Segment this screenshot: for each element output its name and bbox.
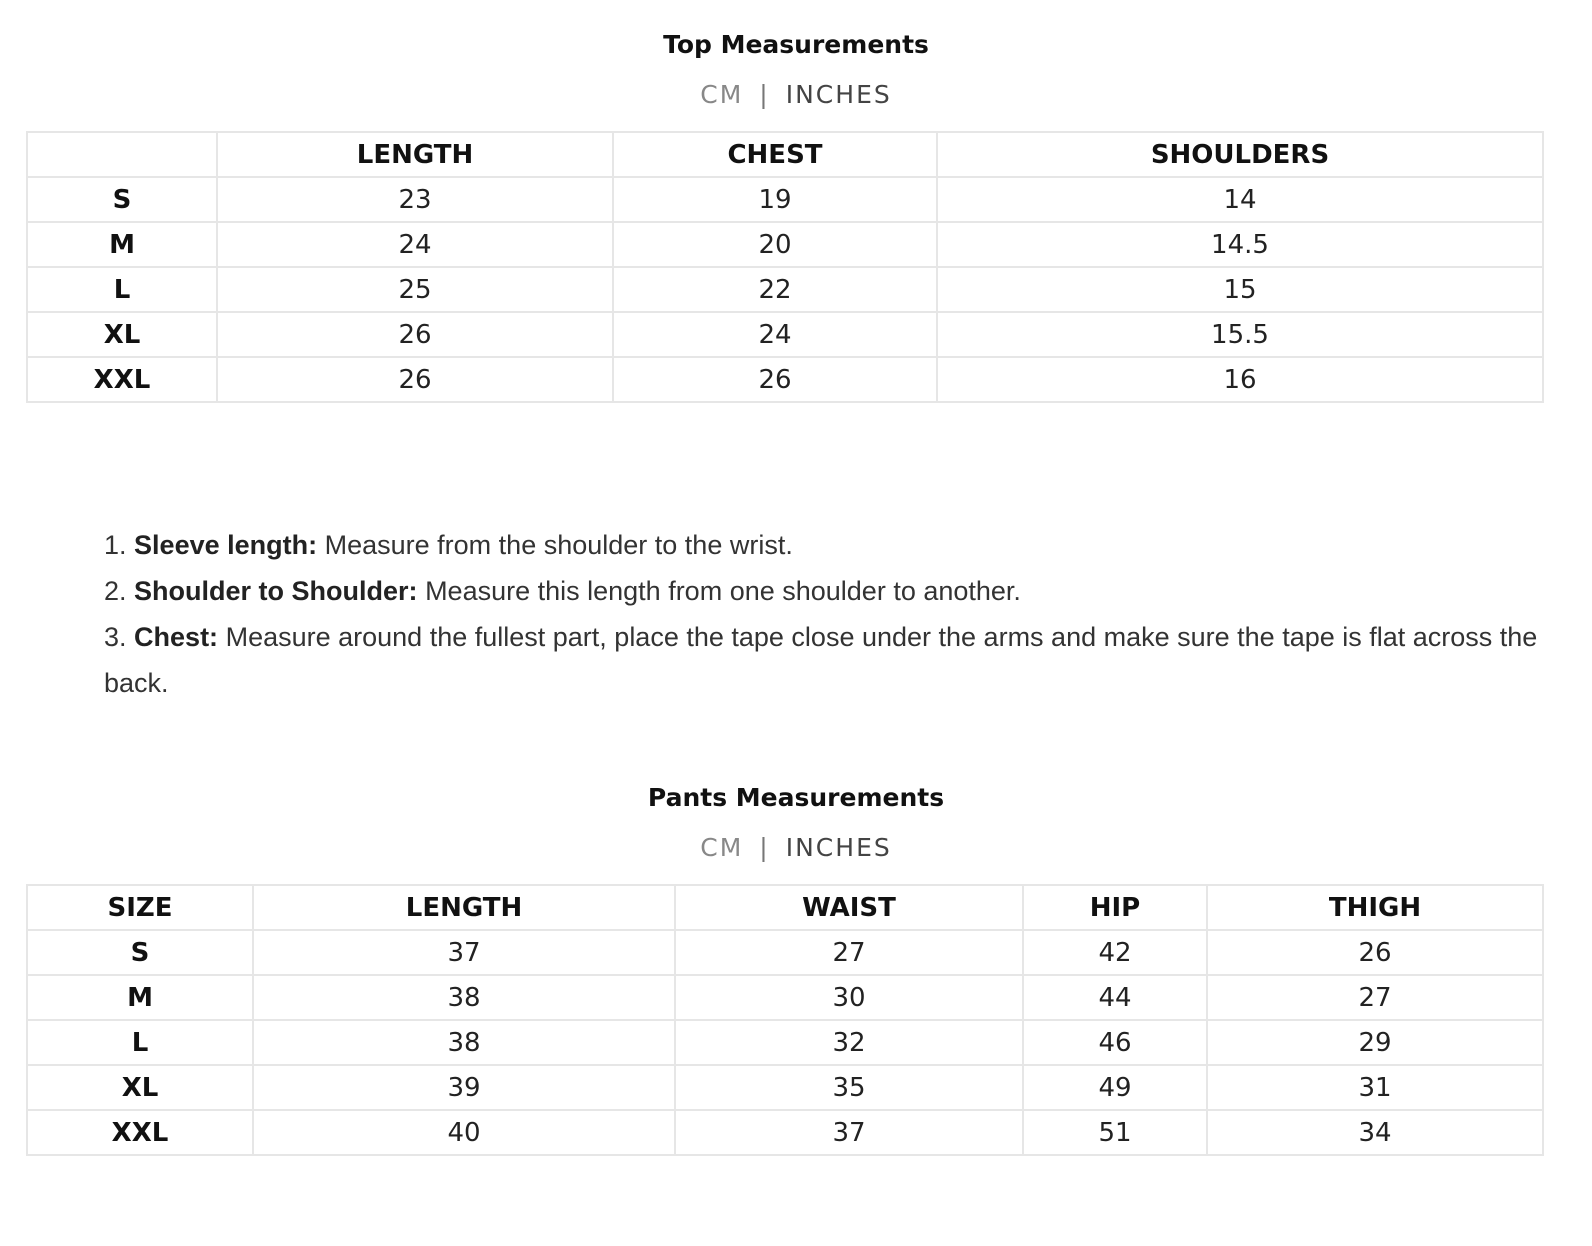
chest-value: 20 [613,222,937,267]
table-row [27,1110,1543,1155]
header-cell-size [27,132,217,177]
size-label: S [27,930,253,975]
size-label: XXL [27,1110,253,1155]
hip-value: 46 [1023,1020,1207,1065]
thigh-value: 34 [1207,1110,1543,1155]
size-label: L [27,267,217,312]
instruction-number: 3. [104,622,127,652]
pants-unit-cm[interactable]: CM [700,833,744,862]
pants-unit-inches[interactable]: INCHES [785,833,892,862]
instruction-label: Chest: [134,622,219,652]
instruction-text: Measure from the shoulder to the wrist. [324,530,793,560]
chest-value: 24 [613,312,937,357]
length-value: 38 [253,975,675,1020]
chest-value: 19 [613,177,937,222]
waist-value: 27 [675,930,1023,975]
size-label: S [27,177,217,222]
hip-value: 51 [1023,1110,1207,1155]
size-label: L [27,1020,253,1065]
length-value: 38 [253,1020,675,1065]
instruction-number: 2. [104,576,127,606]
pants-measurements-title: Pants Measurements [647,783,945,812]
header-cell-length: LENGTH [253,885,675,930]
size-label: M [27,222,217,267]
length-value: 40 [253,1110,675,1155]
top-measurements-table [26,131,1544,403]
instruction-label: Shoulder to Shoulder: [134,576,418,606]
pants-unit-toggle [0,833,1592,862]
table-header-row [27,132,1543,177]
top-unit-toggle [0,80,1592,109]
instruction-text: Measure this length from one shoulder to another. [425,576,1021,606]
hip-value: 44 [1023,975,1207,1020]
table-row [27,312,1543,357]
table-row [27,975,1543,1020]
instruction-item [104,614,1544,706]
hip-value: 49 [1023,1065,1207,1110]
header-cell-size: SIZE [27,885,253,930]
size-label: XL [27,312,217,357]
table-row [27,1020,1543,1065]
shoulders-value: 15 [937,267,1543,312]
waist-value: 32 [675,1020,1023,1065]
table-row [27,1065,1543,1110]
hip-value: 42 [1023,930,1207,975]
length-value: 39 [253,1065,675,1110]
waist-value: 35 [675,1065,1023,1110]
table-row [27,222,1543,267]
header-cell-hip: HIP [1023,885,1207,930]
length-value: 25 [217,267,613,312]
table-row [27,930,1543,975]
waist-value: 30 [675,975,1023,1020]
header-cell-thigh: THIGH [1207,885,1543,930]
chest-value: 22 [613,267,937,312]
length-value: 23 [217,177,613,222]
top-unit-separator: | [759,80,770,109]
size-label: XXL [27,357,217,402]
length-value: 37 [253,930,675,975]
header-cell-shoulders: SHOULDERS [937,132,1543,177]
instruction-label: Sleeve length: [134,530,318,560]
shoulders-value: 14 [937,177,1543,222]
instruction-item [104,568,1544,614]
thigh-value: 29 [1207,1020,1543,1065]
pants-measurements-table [26,884,1544,1156]
instruction-number: 1. [104,530,127,560]
header-cell-chest: CHEST [613,132,937,177]
instruction-item [104,522,1544,568]
header-cell-waist: WAIST [675,885,1023,930]
table-row [27,357,1543,402]
instruction-text: Measure around the fullest part, place the tape close under the arms and make sure the tape is flat across the back. [104,622,1538,698]
pants-unit-separator: | [759,833,770,862]
top-unit-inches[interactable]: INCHES [785,80,892,109]
length-value: 26 [217,357,613,402]
header-cell-length: LENGTH [217,132,613,177]
top-measurements-title: Top Measurements [663,30,929,59]
thigh-value: 26 [1207,930,1543,975]
measurement-instructions [104,522,1544,706]
shoulders-value: 15.5 [937,312,1543,357]
table-row [27,267,1543,312]
waist-value: 37 [675,1110,1023,1155]
shoulders-value: 16 [937,357,1543,402]
table-header-row [27,885,1543,930]
size-label: XL [27,1065,253,1110]
thigh-value: 27 [1207,975,1543,1020]
length-value: 26 [217,312,613,357]
shoulders-value: 14.5 [937,222,1543,267]
size-label: M [27,975,253,1020]
table-row [27,177,1543,222]
length-value: 24 [217,222,613,267]
thigh-value: 31 [1207,1065,1543,1110]
chest-value: 26 [613,357,937,402]
top-unit-cm[interactable]: CM [700,80,744,109]
